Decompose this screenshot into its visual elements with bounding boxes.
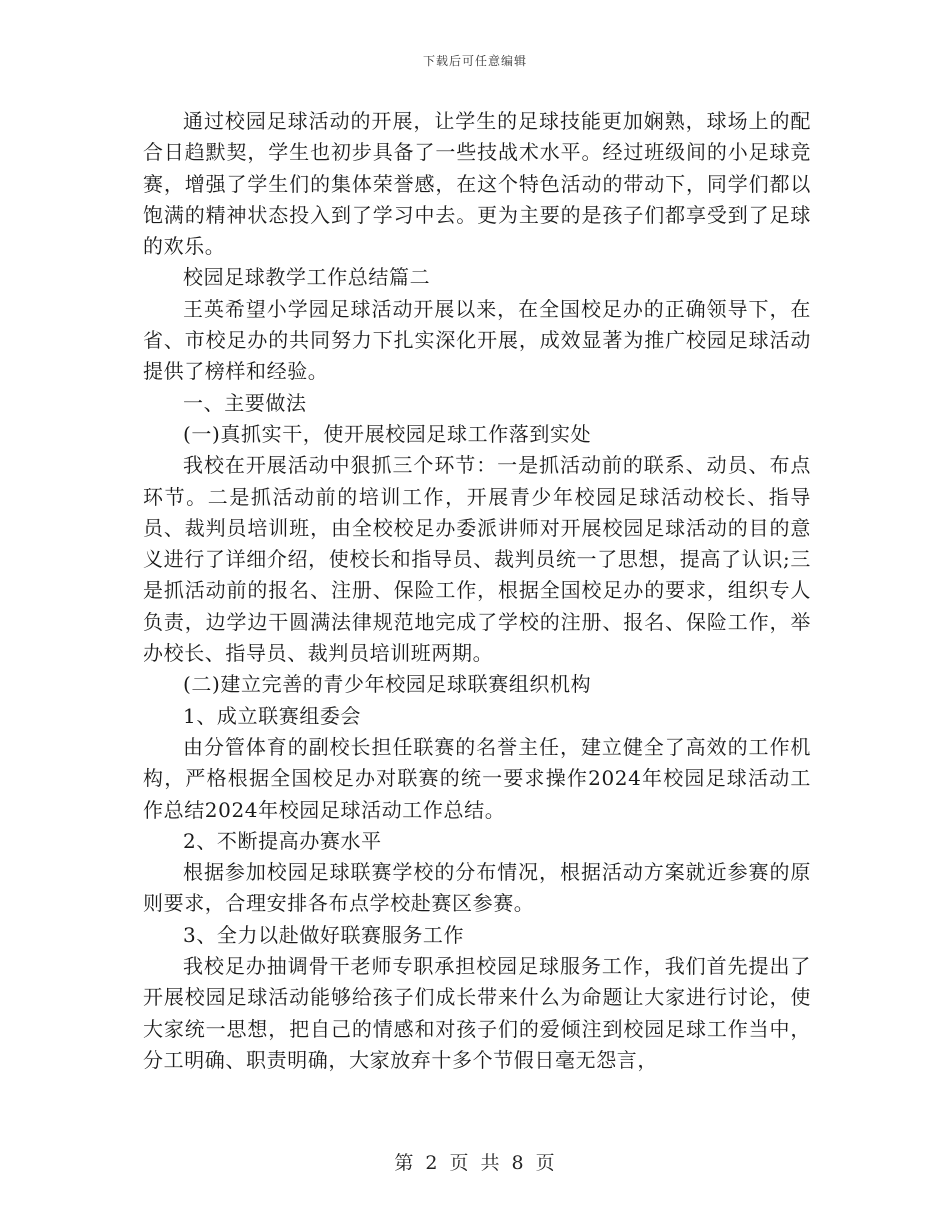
list-heading: 3、全力以赴做好联赛服务工作 (183, 922, 465, 947)
page-number: 第 2 页 共 8 页 (394, 1152, 556, 1174)
document-body (143, 106, 811, 1076)
section-heading: 校园足球教学工作总结篇二 (183, 265, 431, 290)
subsection-heading: (一)真抓实干，使开展校园足球工作落到实处 (183, 421, 592, 446)
paragraph: 我校足办抽调骨干老师专职承担校园足球服务工作，我们首先提出了开展校园足球活动能够给孩子们成长带来什么为命题让大家进行讨论，使大家统一思想，把自己的情感和对孩子们的爱倾注到校园足球工作当中，分工明确、职责明确，大家放弃十多个节假日毫无怨言， (143, 954, 811, 1072)
paragraph: 根据参加校园足球联赛学校的分布情况，根据活动方案就近参赛的原则要求，合理安排各布点学校赴赛区参赛。 (143, 860, 811, 916)
section-heading: 一、主要做法 (183, 390, 307, 415)
paragraph: 通过校园足球活动的开展，让学生的足球技能更加娴熟，球场上的配合日趋默契，学生也初步具备了一些技战术水平。经过班级间的小足球竞赛，增强了学生们的集体荣誉感，在这个特色活动的带动下，同学们都以饱满的精神状态投入到了学习中去。更为主要的是孩子们都享受到了足球的欢乐。 (143, 109, 811, 259)
paragraph: 由分管体育的副校长担任联赛的名誉主任，建立健全了高效的工作机构，严格根据全国校足办对联赛的统一要求操作2024年校园足球活动工作总结2024年校园足球活动工作总结。 (143, 734, 811, 822)
paragraph: 我校在开展活动中狠抓三个环节：一是抓活动前的联系、动员、布点环节。二是抓活动前的培训工作，开展青少年校园足球活动校长、指导员、裁判员培训班，由全校校足办委派讲师对开展校园足球活动的目的意义进行了详细介绍，使校长和指导员、裁判员统一了思想，提高了认识;三是抓活动前的报名、注册、保险工作，根据全国校足办的要求，组织专人负责，边学边干圆满法律规范地完成了学校的注册、报名、保险工作，举办校长、指导员、裁判员培训班两期。 (143, 453, 811, 666)
list-heading: 1、成立联赛组委会 (183, 703, 362, 728)
subsection-heading: (二)建立完善的青少年校园足球联赛组织机构 (183, 672, 592, 697)
list-heading: 2、不断提高办赛水平 (183, 828, 382, 853)
page-header-note: 下载后可任意编辑 (422, 54, 527, 68)
paragraph: 王英希望小学园足球活动开展以来，在全国校足办的正确领导下，在省、市校足办的共同努力下扎实深化开展，成效显著为推广校园足球活动提供了榜样和经验。 (143, 296, 811, 384)
